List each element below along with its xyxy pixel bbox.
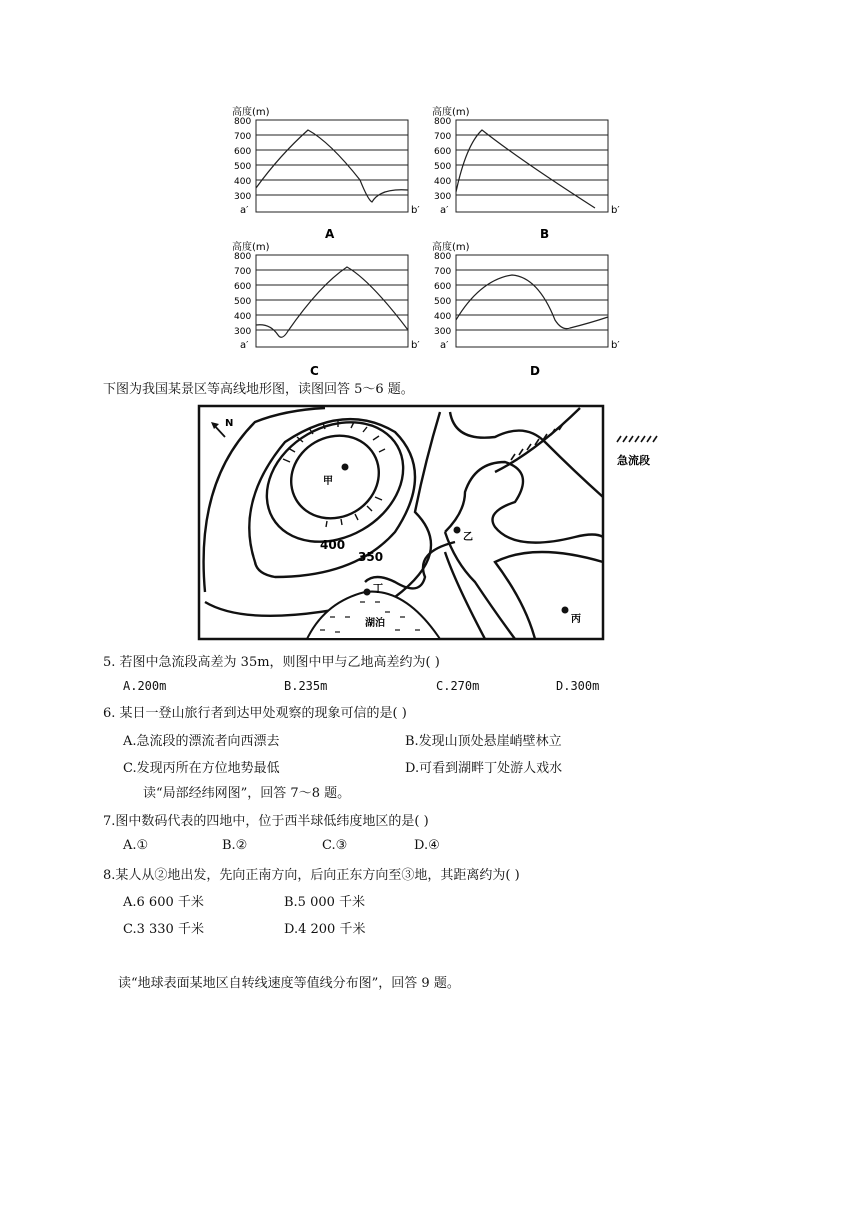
profile-b-ylabel: 高度(m) bbox=[432, 107, 470, 118]
lake-shape bbox=[307, 592, 440, 639]
profile-panel-d bbox=[432, 240, 620, 378]
legend-rapids bbox=[617, 436, 657, 467]
label-bing: 丙 bbox=[571, 614, 581, 625]
profile-a-tick-300: 300 bbox=[234, 192, 252, 202]
svg-text:800: 800 bbox=[234, 252, 252, 262]
intro-7-8: 读“局部经纬网图”，回答 7～8 题。 bbox=[143, 786, 351, 801]
q8-option-b[interactable]: B.5 000 千米 bbox=[284, 895, 366, 910]
contour-400-label: 400 bbox=[320, 538, 346, 552]
intro-9: 读“地球表面某地区自转线速度等值线分布图”，回答 9 题。 bbox=[118, 976, 460, 991]
svg-text:700: 700 bbox=[434, 267, 452, 277]
profile-charts-svg bbox=[220, 100, 640, 380]
svg-text:800: 800 bbox=[434, 117, 452, 127]
q5-option-a[interactable]: A.200m bbox=[123, 679, 167, 693]
svg-text:a′: a′ bbox=[440, 205, 449, 216]
legend-label: 急流段 bbox=[617, 454, 650, 467]
label-ding: 丁 bbox=[373, 584, 383, 595]
q7-option-b[interactable]: B.② bbox=[222, 838, 248, 853]
profile-a-end: b′ bbox=[411, 205, 420, 216]
contour-map bbox=[195, 402, 675, 647]
profile-a-tick-500: 500 bbox=[234, 162, 252, 172]
q6-option-c[interactable]: C.发现丙所在方位地势最低 bbox=[123, 761, 280, 776]
point-jia bbox=[342, 464, 349, 471]
label-lake: 湖泊 bbox=[365, 618, 385, 629]
label-yi: 乙 bbox=[463, 532, 473, 543]
q8-option-d[interactable]: D.4 200 千米 bbox=[284, 922, 366, 937]
svg-text:700: 700 bbox=[434, 132, 452, 142]
profile-a-tick-800: 800 bbox=[234, 117, 252, 127]
profile-d-label: D bbox=[530, 364, 540, 378]
profile-panel-c bbox=[232, 240, 420, 378]
q5-option-b[interactable]: B.235m bbox=[284, 679, 328, 693]
q7-text: 7.图中数码代表的四地中，位于西半球低纬度地区的是( ) bbox=[103, 814, 429, 829]
north-arrow bbox=[211, 418, 233, 437]
label-jia: 甲 bbox=[323, 476, 333, 487]
svg-text:b′: b′ bbox=[411, 340, 420, 351]
q7-option-d[interactable]: D.④ bbox=[414, 838, 440, 853]
profile-a-tick-400: 400 bbox=[234, 177, 252, 187]
svg-text:300: 300 bbox=[234, 327, 252, 337]
svg-text:400: 400 bbox=[434, 312, 452, 322]
point-bing bbox=[562, 607, 569, 614]
contour-350-label: 350 bbox=[358, 550, 384, 564]
q5-option-c[interactable]: C.270m bbox=[436, 679, 480, 693]
north-label: N bbox=[225, 418, 234, 429]
profile-panel-a bbox=[232, 105, 420, 241]
profile-c-ylabel: 高度(m) bbox=[232, 242, 270, 253]
profile-panel-b bbox=[432, 105, 620, 241]
profile-figure bbox=[220, 100, 640, 380]
svg-text:500: 500 bbox=[234, 297, 252, 307]
profile-a-tick-600: 600 bbox=[234, 147, 252, 157]
profile-a-start: a′ bbox=[240, 205, 249, 216]
svg-text:300: 300 bbox=[434, 192, 452, 202]
svg-text:a′: a′ bbox=[240, 340, 249, 351]
profile-b-label: B bbox=[540, 227, 550, 241]
svg-text:600: 600 bbox=[434, 282, 452, 292]
q7-option-a[interactable]: A.① bbox=[123, 838, 149, 853]
q6-option-b[interactable]: B.发现山顶处悬崖峭壁林立 bbox=[405, 734, 562, 749]
q6-text: 6. 某日一登山旅行者到达甲处观察的现象可信的是( ) bbox=[103, 706, 407, 721]
svg-text:600: 600 bbox=[434, 147, 452, 157]
svg-text:500: 500 bbox=[434, 297, 452, 307]
q8-option-a[interactable]: A.6 600 千米 bbox=[123, 895, 204, 910]
svg-text:b′: b′ bbox=[611, 340, 620, 351]
q6-option-d[interactable]: D.可看到湖畔丁处游人戏水 bbox=[405, 761, 563, 776]
intro-5-6: 下图为我国某景区等高线地形图，读图回答 5～6 题。 bbox=[103, 382, 414, 397]
profile-d-ylabel: 高度(m) bbox=[432, 242, 470, 253]
svg-text:400: 400 bbox=[234, 312, 252, 322]
profile-c-label: C bbox=[310, 364, 319, 378]
svg-text:500: 500 bbox=[434, 162, 452, 172]
svg-text:400: 400 bbox=[434, 177, 452, 187]
q8-option-c[interactable]: C.3 330 千米 bbox=[123, 922, 204, 937]
svg-text:600: 600 bbox=[234, 282, 252, 292]
svg-text:700: 700 bbox=[234, 267, 252, 277]
q7-option-c[interactable]: C.③ bbox=[322, 838, 348, 853]
profile-a-label: A bbox=[325, 227, 335, 241]
contour-map-svg bbox=[195, 402, 675, 647]
svg-text:a′: a′ bbox=[440, 340, 449, 351]
q5-text: 5. 若图中急流段高差为 35m，则图中甲与乙地高差约为( ) bbox=[103, 655, 440, 670]
svg-text:b′: b′ bbox=[611, 205, 620, 216]
q8-text: 8.某人从②地出发，先向正南方向，后向正东方向至③地，其距离约为( ) bbox=[103, 868, 520, 883]
point-ding bbox=[364, 589, 371, 596]
q6-option-a[interactable]: A.急流段的漂流者向西漂去 bbox=[123, 734, 280, 749]
profile-a-ylabel: 高度(m) bbox=[232, 107, 270, 118]
profile-a-tick-700: 700 bbox=[234, 132, 252, 142]
svg-text:800: 800 bbox=[434, 252, 452, 262]
svg-text:300: 300 bbox=[434, 327, 452, 337]
q5-option-d[interactable]: D.300m bbox=[556, 679, 600, 693]
point-yi bbox=[454, 527, 461, 534]
